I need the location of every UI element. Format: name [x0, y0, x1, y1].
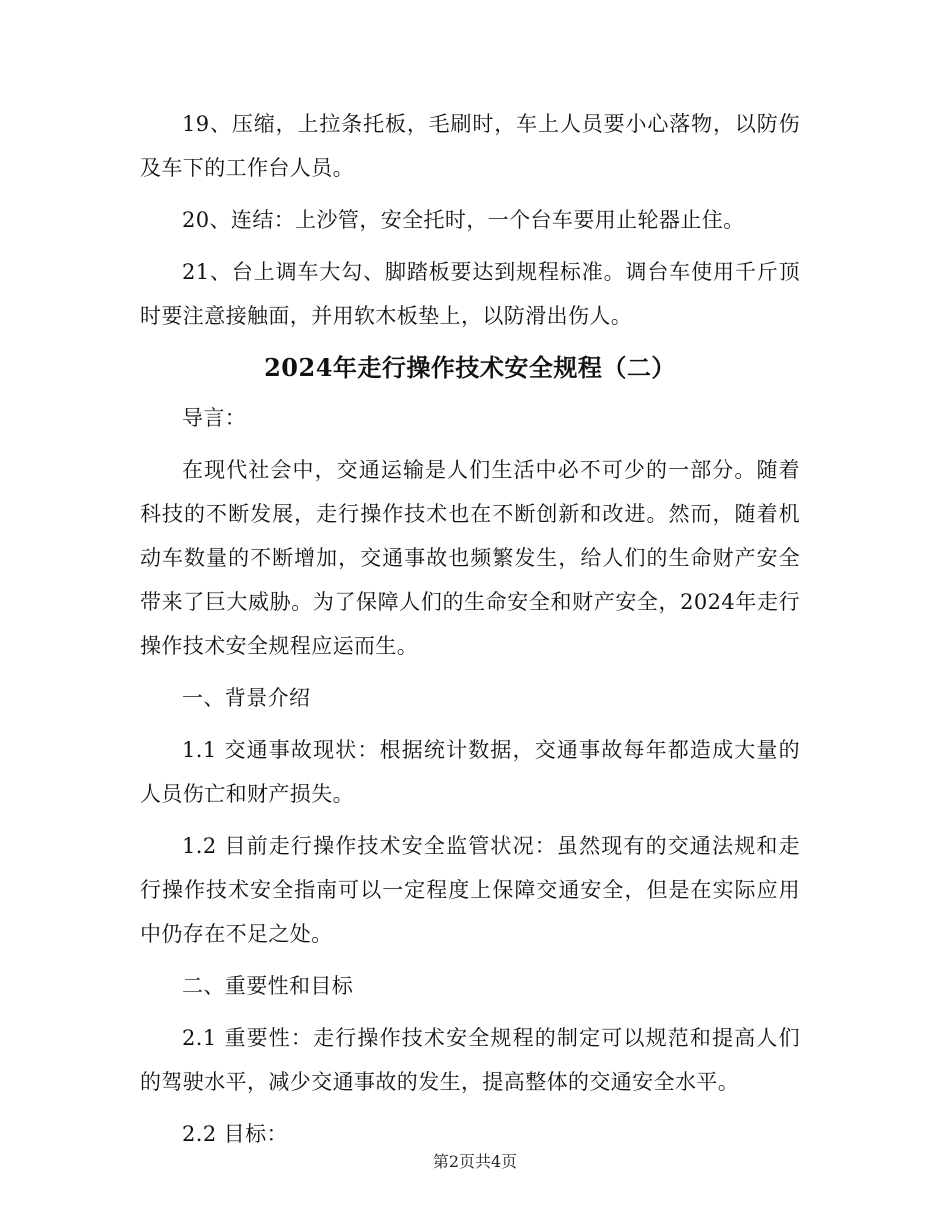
section-1-heading: 一、背景介绍 — [182, 686, 311, 710]
section-1-2-paragraph: 1.2 目前走行操作技术安全监管状况：虽然现有的交通法规和走行操作技术安全指南可以一定程度上保障交通安全，但是在实际应用中仍存在不足之处。 — [140, 834, 800, 946]
section-2-2-paragraph: 2.2 目标： — [182, 1122, 288, 1146]
paragraph-item-19: 19、压缩，上拉条托板，毛刷时，车上人员要小心落物，以防伤及车下的工作台人员。 — [140, 112, 800, 180]
page-number-label: 第2页共4页 — [432, 1152, 518, 1171]
section-1-1-paragraph: 1.1 交通事故现状：根据统计数据，交通事故每年都造成大量的人员伤亡和财产损失。 — [140, 738, 800, 806]
section-title: 2024年走行操作技术安全规程（二） — [264, 353, 676, 382]
section-2-1-paragraph: 2.1 重要性：走行操作技术安全规程的制定可以规范和提高人们的驾驶水平，减少交通事故的发生，提高整体的交通安全水平。 — [140, 1026, 800, 1094]
page-footer — [0, 1150, 950, 1174]
intro-label: 导言： — [182, 406, 247, 430]
intro-paragraph: 在现代社会中，交通运输是人们生活中必不可少的一部分。随着科技的不断发展，走行操作技术也在不断创新和改进。然而，随着机动车数量的不断增加，交通事故也频繁发生，给人们的生命财产安全带来了巨大威胁。为了保障人们的生命安全和财产安全，2024年走行操作技术安全规程应运而生。 — [140, 458, 800, 658]
paragraph-item-21: 21、台上调车大勾、脚踏板要达到规程标准。调台车使用千斤顶时要注意接触面，并用软木板垫上，以防滑出伤人。 — [140, 260, 800, 328]
section-2-heading: 二、重要性和目标 — [182, 974, 354, 998]
document-body — [140, 102, 800, 1164]
paragraph-item-20: 20、连结：上沙管，安全托时，一个台车要用止轮器止住。 — [182, 208, 745, 232]
